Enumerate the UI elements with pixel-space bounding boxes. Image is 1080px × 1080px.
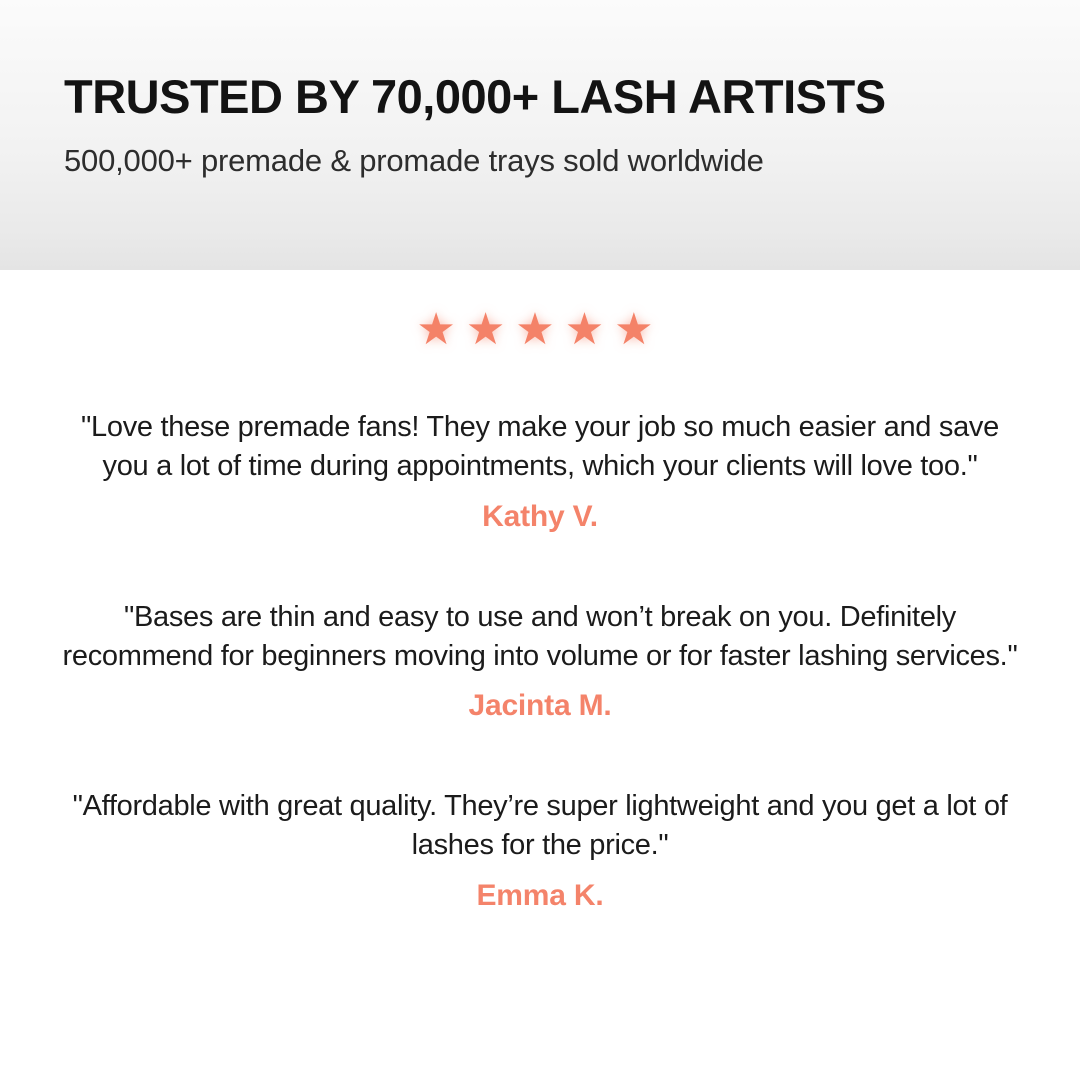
star-icon: ★ (614, 305, 664, 354)
testimonial-item (56, 787, 1024, 913)
testimonial-quote: "Bases are thin and easy to use and won’t break on you. Definitely recommend for beginners moving into volume or for faster lashing services." (62, 600, 1018, 672)
testimonial-item (56, 598, 1024, 724)
testimonial-list (0, 408, 1080, 913)
star-icon: ★ (416, 305, 466, 354)
star-icon: ★ (564, 305, 615, 354)
testimonial-author: Kathy V. (482, 499, 598, 533)
testimonial-quote: "Love these premade fans! They make your job so much easier and save you a lot of time during appointments, which your clients will love too." (81, 411, 999, 482)
header-band (0, 0, 1080, 270)
testimonial-author: Jacinta M. (468, 689, 612, 723)
testimonial-author: Emma K. (476, 879, 604, 913)
star-icon: ★ (465, 305, 516, 354)
star-rating (0, 305, 1080, 354)
page-subtitle: 500,000+ premade & promade trays sold worldwide (64, 143, 764, 179)
star-icon: ★ (515, 305, 565, 354)
testimonial-item (56, 408, 1024, 534)
testimonial-quote: "Affordable with great quality. They’re super lightweight and you get a lot of lashes for the price." (72, 790, 1008, 862)
page-title: TRUSTED BY 70,000+ LASH ARTISTS (64, 70, 886, 123)
